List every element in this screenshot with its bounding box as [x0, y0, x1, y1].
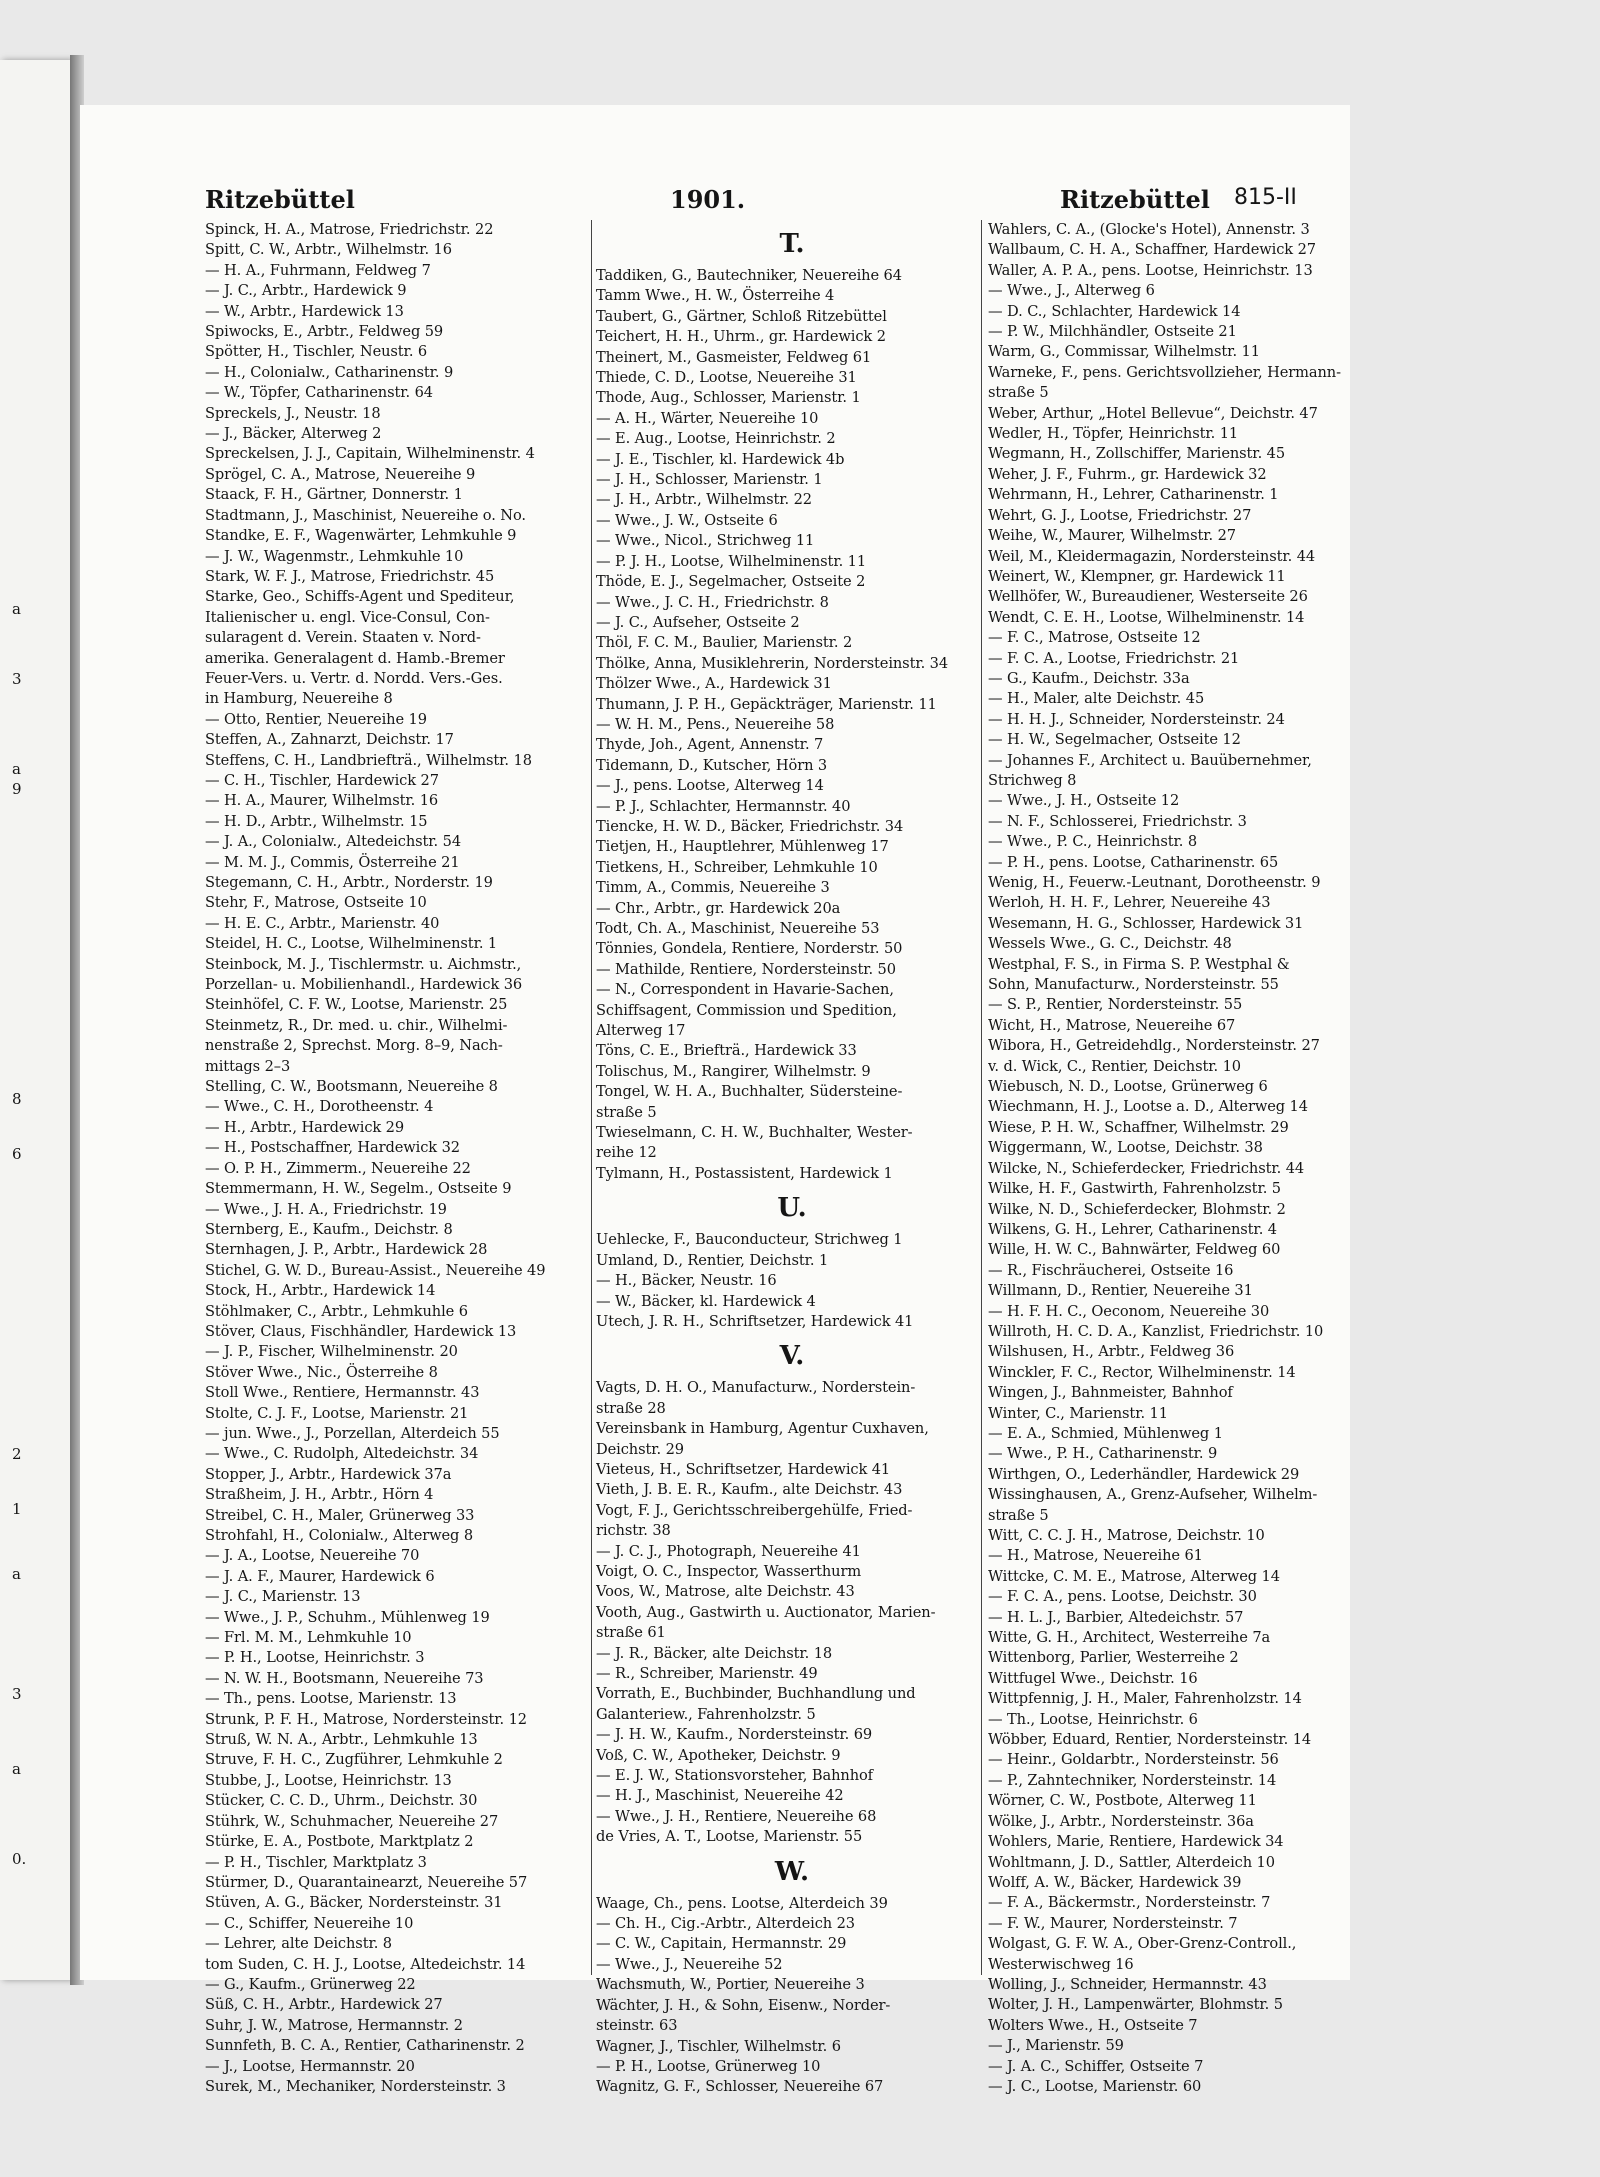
- directory-entry: Vereinsbank in Hamburg, Agentur Cuxhaven,: [596, 1420, 929, 1438]
- directory-entry: — E. A., Schmied, Mühlenweg 1: [988, 1424, 1223, 1442]
- directory-entry: — H. E. C., Arbtr., Marienstr. 40: [205, 914, 440, 932]
- directory-entry: — F. C. A., pens. Lootse, Deichstr. 30: [988, 1588, 1257, 1606]
- left-page-fragment: 3: [12, 1685, 22, 1703]
- directory-entry: Wesemann, H. G., Schlosser, Hardewick 31: [988, 914, 1304, 932]
- directory-entry: Wachsmuth, W., Portier, Neuereihe 3: [596, 1976, 865, 1994]
- directory-entry: — P. W., Milchhändler, Ostseite 21: [988, 323, 1237, 341]
- directory-entry: — C., Schiffer, Neuereihe 10: [205, 1914, 414, 1932]
- directory-entry: Sternberg, E., Kaufm., Deichstr. 8: [205, 1220, 453, 1238]
- directory-entry: — C. H., Tischler, Hardewick 27: [205, 771, 439, 789]
- directory-entry: Sternhagen, J. P., Arbtr., Hardewick 28: [205, 1241, 488, 1259]
- directory-entry: — Wwe., J. H. A., Friedrichstr. 19: [205, 1200, 447, 1218]
- directory-entry: — M. M. J., Commis, Österreihe 21: [205, 853, 460, 871]
- directory-entry: Wolling, J., Schneider, Hermannstr. 43: [988, 1975, 1267, 1993]
- directory-entry: — Wwe., P. H., Catharinenstr. 9: [988, 1445, 1218, 1463]
- directory-entry: — J. A. C., Schiffer, Ostseite 7: [988, 2057, 1204, 2075]
- directory-entry: Sprögel, C. A., Matrose, Neuereihe 9: [205, 465, 476, 483]
- directory-entry: — Otto, Rentier, Neuereihe 19: [205, 710, 427, 728]
- directory-entry: Twieselmann, C. H. W., Buchhalter, Wester-: [596, 1124, 913, 1142]
- directory-entry: Stüven, A. G., Bäcker, Nordersteinstr. 31: [205, 1894, 503, 1912]
- directory-entry: sularagent d. Verein. Staaten v. Nord-: [205, 629, 481, 647]
- directory-entry: Stegemann, C. H., Arbtr., Norderstr. 19: [205, 874, 493, 891]
- page-header: [80, 185, 1350, 217]
- directory-entry: Wiese, P. H. W., Schaffner, Wilhelmstr. 29: [988, 1118, 1289, 1136]
- directory-entry: — F. C., Matrose, Ostseite 12: [988, 629, 1201, 647]
- directory-entry: Stock, H., Arbtr., Hardewick 14: [205, 1282, 436, 1300]
- directory-entry: — W., Bäcker, kl. Hardewick 4: [596, 1292, 816, 1310]
- directory-entry: — N. F., Schlosserei, Friedrichstr. 3: [988, 812, 1247, 830]
- directory-entry: Schiffsagent, Commission und Spedition,: [596, 1001, 897, 1019]
- directory-entry: Vogt, F. J., Gerichtsschreibergehülfe, Fried-: [596, 1501, 913, 1519]
- directory-entry: Willroth, H. C. D. A., Kanzlist, Friedrichstr. 10: [988, 1322, 1324, 1340]
- directory-entry: — H., Maler, alte Deichstr. 45: [988, 690, 1205, 708]
- directory-entry: Wilcke, N., Schieferdecker, Friedrichstr. 44: [988, 1159, 1305, 1177]
- directory-entry: Voos, W., Matrose, alte Deichstr. 43: [596, 1583, 855, 1601]
- directory-entry: Steinbock, M. J., Tischlermstr. u. Aichmstr.,: [205, 955, 522, 973]
- directory-entry: Wolter, J. H., Lampenwärter, Blohmstr. 5: [988, 1996, 1283, 2014]
- directory-entry: Wicht, H., Matrose, Neuereihe 67: [988, 1016, 1236, 1034]
- directory-entry: Staack, F. H., Gärtner, Donnerstr. 1: [205, 486, 463, 504]
- directory-entry: Stührk, W., Schuhmacher, Neuereihe 27: [205, 1812, 499, 1830]
- directory-entry: Wohltmann, J. D., Sattler, Alterdeich 10: [988, 1853, 1275, 1871]
- directory-entry: straße 28: [596, 1399, 666, 1417]
- directory-entry: — Frl. M. M., Lehmkuhle 10: [205, 1629, 412, 1647]
- directory-entry: Steinmetz, R., Dr. med. u. chir., Wilhelmi-: [205, 1016, 508, 1034]
- directory-entry: Stubbe, J., Lootse, Heinrichstr. 13: [205, 1771, 452, 1789]
- directory-entry: tom Suden, C. H. J., Lootse, Altedeichstr. 14: [205, 1955, 526, 1973]
- left-page-fragment: 6: [12, 1145, 22, 1163]
- directory-entry: — Ch. H., Cig.-Arbtr., Alterdeich 23: [596, 1915, 855, 1933]
- directory-entry: — P., Zahntechniker, Nordersteinstr. 14: [988, 1771, 1277, 1789]
- directory-entry: — E. Aug., Lootse, Heinrichstr. 2: [596, 430, 836, 448]
- directory-entry: — R., Fischräucherei, Ostseite 16: [988, 1261, 1234, 1279]
- directory-entry: Stopper, J., Arbtr., Hardewick 37a: [205, 1465, 452, 1483]
- directory-entry: Wiggermann, W., Lootse, Deichstr. 38: [988, 1139, 1263, 1157]
- directory-entry: Warneke, F., pens. Gerichtsvollzieher, Hermann-: [988, 363, 1341, 381]
- directory-entry: Witt, C. C. J. H., Matrose, Deichstr. 10: [988, 1527, 1265, 1544]
- directory-entry: Struß, W. N. A., Arbtr., Lehmkuhle 13: [205, 1731, 478, 1749]
- directory-entry: — H. W., Segelmacher, Ostseite 12: [988, 731, 1241, 749]
- directory-entry: Stelling, C. W., Bootsmann, Neuereihe 8: [205, 1078, 498, 1096]
- directory-entry: Wiechmann, H. J., Lootse a. D., Alterweg 14: [988, 1098, 1308, 1116]
- directory-entry: — J., Lootse, Hermannstr. 20: [205, 2057, 415, 2075]
- left-page-fragment: a: [12, 1760, 21, 1778]
- directory-entry: Stürke, E. A., Postbote, Marktplatz 2: [205, 1833, 474, 1851]
- directory-entry: — Wwe., C. Rudolph, Altedeichstr. 34: [205, 1445, 479, 1463]
- directory-entry: — Th., Lootse, Heinrichstr. 6: [988, 1710, 1198, 1728]
- directory-entry: — J. A., Colonialw., Altedeichstr. 54: [205, 833, 462, 851]
- directory-entry: Wittfugel Wwe., Deichstr. 16: [988, 1669, 1198, 1687]
- directory-entry: Thyde, Joh., Agent, Annenstr. 7: [596, 736, 824, 754]
- directory-entry: Weihe, W., Maurer, Wilhelmstr. 27: [988, 527, 1236, 545]
- directory-entry: Töns, C. E., Briefträ., Hardewick 33: [596, 1042, 857, 1060]
- directory-entry: Struve, F. H. C., Zugführer, Lehmkuhle 2: [205, 1751, 503, 1769]
- directory-entry: Wohlers, Marie, Rentiere, Hardewick 34: [988, 1833, 1284, 1851]
- directory-entry: Stadtmann, J., Maschinist, Neuereihe o. No.: [205, 506, 526, 524]
- directory-entry: Steidel, H. C., Lootse, Wilhelminenstr. 1: [205, 935, 498, 953]
- directory-entry: Teichert, H. H., Uhrm., gr. Hardewick 2: [596, 328, 886, 346]
- directory-entry: — Wwe., P. C., Heinrichstr. 8: [988, 833, 1198, 851]
- directory-entry: Utech, J. R. H., Schriftsetzer, Hardewick 41: [596, 1312, 914, 1330]
- directory-entry: — Johannes F., Architect u. Bauübernehmer,: [988, 751, 1312, 769]
- directory-entry: — H., Arbtr., Hardewick 29: [205, 1118, 405, 1136]
- directory-entry: — Wwe., J. P., Schuhm., Mühlenweg 19: [205, 1608, 490, 1626]
- directory-entry: Steffen, A., Zahnarzt, Deichstr. 17: [205, 731, 454, 749]
- directory-entry: — Wwe., J. H., Ostseite 12: [988, 792, 1180, 810]
- directory-entry: Westphal, F. S., in Firma S. P. Westphal &: [988, 955, 1290, 973]
- directory-entry: — J. C., Lootse, Marienstr. 60: [988, 2077, 1202, 2095]
- directory-entry: Starke, Geo., Schiffs-Agent und Spediteur,: [205, 588, 515, 606]
- directory-entry: Westerwischweg 16: [988, 1955, 1134, 1973]
- directory-column-1: [205, 220, 597, 2097]
- directory-entry: Werloh, H. H. F., Lehrer, Neuereihe 43: [988, 894, 1271, 912]
- directory-entry: — N. W. H., Bootsmann, Neuereihe 73: [205, 1669, 484, 1687]
- directory-entry: Feuer-Vers. u. Vertr. d. Nordd. Vers.-Ges.: [205, 669, 503, 687]
- directory-entry: Umland, D., Rentier, Deichstr. 1: [596, 1251, 829, 1269]
- directory-entry: Wiebusch, N. D., Lootse, Grünerweg 6: [988, 1078, 1268, 1096]
- directory-entry: — A. H., Wärter, Neuereihe 10: [596, 409, 819, 427]
- section-letter: W.: [774, 1856, 810, 1887]
- directory-entry: Strohfahl, H., Colonialw., Alterweg 8: [205, 1527, 474, 1544]
- directory-entry: Tamm Wwe., H. W., Österreihe 4: [596, 287, 835, 305]
- directory-entry: — jun. Wwe., J., Porzellan, Alterdeich 55: [205, 1424, 500, 1442]
- directory-entry: — W. H. M., Pens., Neuereihe 58: [596, 715, 835, 733]
- directory-entry: Italienischer u. engl. Vice-Consul, Con-: [205, 608, 490, 626]
- directory-entry: Stemmermann, H. W., Segelm., Ostseite 9: [205, 1180, 512, 1198]
- directory-entry: Vieth, J. B. E. R., Kaufm., alte Deichstr. 43: [596, 1481, 903, 1499]
- directory-entry: Stöhlmaker, C., Arbtr., Lehmkuhle 6: [205, 1302, 468, 1320]
- directory-entry: steinstr. 63: [596, 2017, 678, 2035]
- directory-entry: Tiencke, H. W. D., Bäcker, Friedrichstr. 34: [596, 817, 904, 835]
- left-page-fragment: 0.: [12, 1850, 27, 1868]
- left-page-fragment: 8: [12, 1090, 22, 1108]
- directory-entry: — G., Kaufm., Grünerweg 22: [205, 1975, 416, 1993]
- directory-entry: — H. H. J., Schneider, Nordersteinstr. 24: [988, 710, 1285, 728]
- directory-entry: — P. J. H., Lootse, Wilhelminenstr. 11: [596, 552, 867, 570]
- header-right-title: Ritzebüttel: [1060, 185, 1210, 214]
- directory-entry: Tietkens, H., Schreiber, Lehmkuhle 10: [596, 858, 878, 876]
- directory-entry: Wolgast, G. F. W. A., Ober-Grenz-Controll.,: [988, 1935, 1297, 1953]
- page-number: 815-II: [1234, 185, 1297, 210]
- directory-entry: Deichstr. 29: [596, 1440, 684, 1458]
- directory-entry: Thölzer Wwe., A., Hardewick 31: [596, 675, 832, 693]
- directory-entry: — J. H. W., Kaufm., Nordersteinstr. 69: [596, 1726, 873, 1744]
- directory-entry: Witte, G. H., Architect, Westerreihe 7a: [988, 1629, 1271, 1647]
- directory-entry: Taddiken, G., Bautechniker, Neuereihe 64: [596, 267, 902, 284]
- directory-entry: Waller, A. P. A., pens. Lootse, Heinrichstr. 13: [988, 261, 1313, 279]
- directory-entry: Süß, C. H., Arbtr., Hardewick 27: [205, 1996, 443, 2014]
- left-page-edge: [0, 60, 72, 1980]
- directory-entry: Wegmann, H., Zollschiffer, Marienstr. 45: [988, 445, 1286, 463]
- directory-entry: Weil, M., Kleidermagazin, Nordersteinstr. 44: [988, 547, 1316, 565]
- directory-entry: — H. A., Fuhrmann, Feldweg 7: [205, 261, 431, 279]
- directory-entry: Thöde, E. J., Segelmacher, Ostseite 2: [596, 573, 866, 591]
- directory-entry: — J., Marienstr. 59: [988, 2037, 1124, 2055]
- directory-entry: Warm, G., Commissar, Wilhelmstr. 11: [988, 343, 1260, 361]
- directory-entry: — Wwe., J., Neuereihe 52: [596, 1955, 783, 1973]
- directory-entry: — S. P., Rentier, Nordersteinstr. 55: [988, 996, 1243, 1014]
- directory-entry: Tietjen, H., Hauptlehrer, Mühlenweg 17: [596, 838, 889, 856]
- directory-entry: — N., Correspondent in Havarie-Sachen,: [596, 981, 894, 999]
- directory-entry: — H., Postschaffner, Hardewick 32: [205, 1139, 460, 1157]
- directory-column-3: [988, 220, 1380, 2097]
- directory-entry: Wissinghausen, A., Grenz-Aufseher, Wilhelm-: [988, 1486, 1318, 1504]
- directory-entry: — Heinr., Goldarbtr., Nordersteinstr. 56: [988, 1751, 1279, 1769]
- directory-entry: — E. J. W., Stationsvorsteher, Bahnhof: [596, 1767, 873, 1785]
- directory-entry: — H. J., Maschinist, Neuereihe 42: [596, 1787, 844, 1805]
- directory-entry: Willmann, D., Rentier, Neuereihe 31: [988, 1282, 1253, 1300]
- directory-entry: — F. C. A., Lootse, Friedrichstr. 21: [988, 649, 1240, 667]
- left-page-fragment: a: [12, 600, 21, 618]
- directory-entry: Thöl, F. C. M., Baulier, Marienstr. 2: [596, 634, 853, 652]
- directory-entry: Tolischus, M., Rangirer, Wilhelmstr. 9: [596, 1062, 871, 1080]
- directory-entry: Wingen, J., Bahnmeister, Bahnhof: [988, 1384, 1233, 1402]
- directory-entry: — Wwe., C. H., Dorotheenstr. 4: [205, 1098, 434, 1116]
- directory-entry: Spötter, H., Tischler, Neustr. 6: [205, 343, 428, 361]
- directory-entry: — J. R., Bäcker, alte Deichstr. 18: [596, 1644, 833, 1662]
- directory-entry: Stolte, C. J. F., Lootse, Marienstr. 21: [205, 1404, 469, 1422]
- left-page-fragment: a: [12, 760, 21, 778]
- directory-entry: Winter, C., Marienstr. 11: [988, 1404, 1168, 1422]
- directory-entry: Stoll Wwe., Rentiere, Hermannstr. 43: [205, 1384, 480, 1402]
- directory-entry: — J. P., Fischer, Wilhelminenstr. 20: [205, 1343, 458, 1361]
- directory-entry: Wittpfennig, J. H., Maler, Fahrenholzstr. 14: [988, 1690, 1302, 1708]
- directory-entry: Wittcke, C. M. E., Matrose, Alterweg 14: [988, 1567, 1280, 1585]
- directory-entry: mittags 2–3: [205, 1057, 291, 1075]
- directory-entry: — D. C., Schlachter, Hardewick 14: [988, 302, 1241, 320]
- directory-entry: — Wwe., J. W., Ostseite 6: [596, 511, 778, 529]
- directory-entry: Tylmann, H., Postassistent, Hardewick 1: [596, 1164, 893, 1182]
- directory-entry: Stücker, C. C. D., Uhrm., Deichstr. 30: [205, 1792, 478, 1810]
- left-page-fragment: 9: [12, 780, 22, 798]
- directory-entry: — F. A., Bäckermstr., Nordersteinstr. 7: [988, 1894, 1271, 1912]
- directory-entry: Galanteriew., Fahrenholzstr. 5: [596, 1705, 816, 1723]
- directory-entry: — G., Kaufm., Deichstr. 33a: [988, 669, 1190, 687]
- left-page-fragment: 1: [12, 1500, 22, 1518]
- directory-entry: — C. W., Capitain, Hermannstr. 29: [596, 1935, 847, 1953]
- directory-entry: reihe 12: [596, 1144, 657, 1162]
- directory-entry: — J. C., Arbtr., Hardewick 9: [205, 282, 407, 300]
- directory-entry: Theinert, M., Gasmeister, Feldweg 61: [596, 348, 872, 366]
- directory-entry: Spinck, H. A., Matrose, Friedrichstr. 22: [205, 221, 494, 238]
- directory-entry: Spiwocks, E., Arbtr., Feldweg 59: [205, 323, 444, 341]
- left-page-fragment: a: [12, 1565, 21, 1583]
- directory-entry: Wahlers, C. A., (Glocke's Hotel), Annenstr. 3: [988, 221, 1310, 238]
- directory-entry: amerika. Generalagent d. Hamb.-Bremer: [205, 649, 505, 667]
- directory-entry: Wilkens, G. H., Lehrer, Catharinenstr. 4: [988, 1220, 1277, 1238]
- directory-entry: — H. F. H. C., Oeconom, Neuereihe 30: [988, 1302, 1270, 1320]
- directory-entry: Waage, Ch., pens. Lootse, Alterdeich 39: [596, 1894, 888, 1912]
- directory-entry: Wölke, J., Arbtr., Nordersteinstr. 36a: [988, 1812, 1254, 1830]
- directory-entry: Wolters Wwe., H., Ostseite 7: [988, 2016, 1198, 2034]
- directory-entry: Spreckels, J., Neustr. 18: [205, 404, 381, 422]
- directory-entry: Surek, M., Mechaniker, Nordersteinstr. 3: [205, 2077, 506, 2095]
- directory-entry: Wächter, J. H., & Sohn, Eisenw., Norder-: [596, 1996, 891, 2014]
- directory-entry: Stark, W. F. J., Matrose, Friedrichstr. 45: [205, 567, 495, 585]
- directory-entry: — P. J., Schlachter, Hermannstr. 40: [596, 797, 851, 815]
- directory-entry: Strichweg 8: [988, 771, 1077, 789]
- directory-entry: Wagner, J., Tischler, Wilhelmstr. 6: [596, 2037, 841, 2055]
- directory-entry: — H., Bäcker, Neustr. 16: [596, 1272, 777, 1290]
- directory-entry: Steffens, C. H., Landbriefträ., Wilhelmstr. 18: [205, 751, 532, 769]
- directory-entry: Strunk, P. F. H., Matrose, Nordersteinstr. 12: [205, 1710, 527, 1728]
- directory-entry: Voß, C. W., Apotheker, Deichstr. 9: [596, 1746, 841, 1764]
- directory-entry: — O. P. H., Zimmerm., Neuereihe 22: [205, 1159, 471, 1177]
- directory-entry: Winckler, F. C., Rector, Wilhelminenstr. 14: [988, 1363, 1296, 1381]
- directory-entry: — J. C. J., Photograph, Neuereihe 41: [596, 1542, 861, 1560]
- directory-entry: Vooth, Aug., Gastwirth u. Auctionator, Marien-: [596, 1603, 936, 1621]
- directory-entry: — Mathilde, Rentiere, Nordersteinstr. 50: [596, 960, 896, 978]
- directory-entry: Standke, E. F., Wagenwärter, Lehmkuhle 9: [205, 527, 517, 545]
- directory-entry: — Wwe., J. H., Rentiere, Neuereihe 68: [596, 1807, 877, 1825]
- section-letter: T.: [779, 229, 805, 259]
- directory-entry: straße 5: [988, 384, 1049, 402]
- directory-entry: — P. H., Lootse, Grünerweg 10: [596, 2057, 821, 2075]
- directory-entry: — H., Colonialw., Catharinenstr. 9: [205, 363, 454, 381]
- directory-entry: v. d. Wick, C., Rentier, Deichstr. 10: [988, 1057, 1241, 1075]
- directory-entry: straße 61: [596, 1624, 666, 1642]
- directory-entry: straße 5: [988, 1506, 1049, 1524]
- directory-entry: Wibora, H., Getreidehdlg., Nordersteinstr. 27: [988, 1037, 1320, 1055]
- directory-entry: — Wwe., J. C. H., Friedrichstr. 8: [596, 593, 829, 611]
- document-page: [80, 105, 1350, 2096]
- section-letter: V.: [779, 1341, 805, 1372]
- left-page-fragment: 3: [12, 670, 22, 688]
- directory-entry: Wenig, H., Feuerw.-Leutnant, Dorotheenstr. 9: [988, 874, 1321, 891]
- directory-entry: Wilke, N. D., Schieferdecker, Blohmstr. 2: [988, 1200, 1286, 1218]
- directory-entry: Wittenborg, Parlier, Westerreihe 2: [988, 1649, 1239, 1667]
- directory-entry: richstr. 38: [596, 1522, 671, 1540]
- directory-entry: Wilshusen, H., Arbtr., Feldweg 36: [988, 1343, 1235, 1361]
- directory-entry: — J. A. F., Maurer, Hardewick 6: [205, 1567, 435, 1585]
- directory-entry: — W., Töpfer, Catharinenstr. 64: [205, 384, 433, 402]
- directory-entry: Stürmer, D., Quarantainearzt, Neuereihe 57: [205, 1873, 528, 1891]
- directory-entry: — W., Arbtr., Hardewick 13: [205, 302, 404, 320]
- directory-entry: nenstraße 2, Sprechst. Morg. 8–9, Nach-: [205, 1037, 503, 1055]
- directory-entry: Stöver Wwe., Nic., Österreihe 8: [205, 1363, 438, 1381]
- directory-entry: Thumann, J. P. H., Gepäckträger, Marienstr. 11: [596, 695, 937, 713]
- directory-entry: Stöver, Claus, Fischhändler, Hardewick 13: [205, 1322, 517, 1340]
- directory-entry: Spreckelsen, J. J., Capitain, Wilhelminenstr. 4: [205, 445, 535, 463]
- directory-entry: Sohn, Manufacturw., Nordersteinstr. 55: [988, 976, 1279, 994]
- header-year: 1901.: [670, 185, 746, 214]
- directory-entry: Wehrmann, H., Lehrer, Catharinenstr. 1: [988, 486, 1279, 504]
- directory-entry: Stehr, F., Matrose, Ostseite 10: [205, 894, 427, 912]
- directory-entry: Wirthgen, O., Lederhändler, Hardewick 29: [988, 1465, 1300, 1483]
- directory-entry: — P. H., pens. Lootse, Catharinenstr. 65: [988, 853, 1279, 871]
- directory-entry: — J. W., Wagenmstr., Lehmkuhle 10: [205, 547, 464, 565]
- directory-entry: Thode, Aug., Schlosser, Marienstr. 1: [596, 389, 861, 407]
- directory-entry: — J., pens. Lootse, Alterweg 14: [596, 777, 824, 795]
- directory-entry: — J. A., Lootse, Neuereihe 70: [205, 1547, 420, 1565]
- directory-entry: Thiede, C. D., Lootse, Neuereihe 31: [596, 369, 857, 387]
- directory-entry: Spitt, C. W., Arbtr., Wilhelmstr. 16: [205, 241, 452, 259]
- directory-entry: Wörner, C. W., Postbote, Alterweg 11: [988, 1792, 1257, 1810]
- directory-entry: Wolff, A. W., Bäcker, Hardewick 39: [988, 1873, 1242, 1891]
- directory-entry: — P. H., Tischler, Marktplatz 3: [205, 1853, 427, 1871]
- directory-entry: — Wwe., J., Alterweg 6: [988, 282, 1155, 300]
- directory-entry: Taubert, G., Gärtner, Schloß Ritzebüttel: [596, 307, 887, 325]
- directory-entry: — P. H., Lootse, Heinrichstr. 3: [205, 1649, 425, 1667]
- directory-entry: Timm, A., Commis, Neuereihe 3: [596, 879, 830, 897]
- directory-entry: — J., Bäcker, Alterweg 2: [205, 425, 382, 443]
- directory-entry: — Chr., Arbtr., gr. Hardewick 20a: [596, 899, 841, 917]
- directory-entry: Wehrt, G. J., Lootse, Friedrichstr. 27: [988, 506, 1252, 524]
- directory-entry: Vorrath, E., Buchbinder, Buchhandlung und: [596, 1685, 916, 1703]
- directory-entry: straße 5: [596, 1103, 657, 1121]
- directory-entry: Weher, J. F., Fuhrm., gr. Hardewick 32: [988, 465, 1267, 483]
- directory-entry: Wallbaum, C. H. A., Schaffner, Hardewick 27: [988, 241, 1316, 259]
- header-left-title: Ritzebüttel: [205, 185, 355, 214]
- directory-entry: — Wwe., Nicol., Strichweg 11: [596, 532, 815, 550]
- directory-entry: — J. E., Tischler, kl. Hardewick 4b: [596, 450, 845, 468]
- directory-entry: Streibel, C. H., Maler, Grünerweg 33: [205, 1506, 475, 1524]
- directory-entry: Wagnitz, G. F., Schlosser, Neuereihe 67: [596, 2078, 884, 2096]
- directory-entry: in Hamburg, Neuereihe 8: [205, 690, 393, 708]
- directory-entry: Wellhöfer, W., Bureaudiener, Westerseite 26: [988, 588, 1308, 606]
- directory-entry: Wedler, H., Töpfer, Heinrichstr. 11: [988, 425, 1239, 443]
- directory-entry: Tongel, W. H. A., Buchhalter, Südersteine-: [596, 1083, 903, 1101]
- directory-entry: Porzellan- u. Mobilienhandl., Hardewick 36: [205, 976, 523, 994]
- directory-entry: Uehlecke, F., Bauconducteur, Strichweg 1: [596, 1231, 903, 1249]
- directory-entry: Wessels Wwe., G. C., Deichstr. 48: [988, 935, 1232, 953]
- directory-entry: Todt, Ch. A., Maschinist, Neuereihe 53: [596, 920, 880, 937]
- directory-entry: — H. L. J., Barbier, Altedeichstr. 57: [988, 1608, 1244, 1626]
- directory-entry: Weber, Arthur, „Hotel Bellevue“, Deichstr. 47: [988, 404, 1318, 422]
- directory-entry: — J. C., Aufseher, Ostseite 2: [596, 613, 800, 631]
- directory-entry: — H. A., Maurer, Wilhelmstr. 16: [205, 792, 439, 810]
- directory-entry: Suhr, J. W., Matrose, Hermannstr. 2: [205, 2016, 463, 2034]
- directory-entry: — Th., pens. Lootse, Marienstr. 13: [205, 1690, 457, 1708]
- directory-entry: Alterweg 17: [596, 1022, 686, 1040]
- directory-entry: — R., Schreiber, Marienstr. 49: [596, 1665, 818, 1682]
- directory-entry: Wöbber, Eduard, Rentier, Nordersteinstr. 14: [988, 1731, 1312, 1749]
- directory-entry: — H. D., Arbtr., Wilhelmstr. 15: [205, 812, 428, 830]
- directory-column-2: [596, 220, 988, 2098]
- directory-entry: Tidemann, D., Kutscher, Hörn 3: [596, 756, 828, 774]
- directory-entry: — F. W., Maurer, Nordersteinstr. 7: [988, 1914, 1238, 1932]
- directory-entry: Voigt, O. C., Inspector, Wasserthurm: [596, 1562, 862, 1580]
- directory-entry: Wille, H. W. C., Bahnwärter, Feldweg 60: [988, 1241, 1281, 1259]
- directory-entry: Stichel, G. W. D., Bureau-Assist., Neuereihe 49: [205, 1261, 546, 1279]
- directory-entry: Thölke, Anna, Musiklehrerin, Nordersteinstr. 34: [596, 654, 949, 672]
- section-letter: U.: [777, 1193, 807, 1224]
- directory-entry: Tönnies, Gondela, Rentiere, Norderstr. 50: [596, 940, 903, 958]
- directory-entry: Sunnfeth, B. C. A., Rentier, Catharinenstr. 2: [205, 2037, 525, 2055]
- left-page-fragment: 2: [12, 1445, 22, 1463]
- directory-entry: Weinert, W., Klempner, gr. Hardewick 11: [988, 567, 1286, 585]
- directory-entry: Vieteus, H., Schriftsetzer, Hardewick 41: [596, 1460, 891, 1478]
- directory-entry: — J. C., Marienstr. 13: [205, 1588, 361, 1606]
- directory-entry: Wendt, C. E. H., Lootse, Wilhelminenstr. 14: [988, 608, 1305, 626]
- directory-entry: Steinhöfel, C. F. W., Lootse, Marienstr. 25: [205, 996, 508, 1014]
- directory-entry: Straßheim, J. H., Arbtr., Hörn 4: [205, 1486, 434, 1504]
- directory-entry: Wilke, H. F., Gastwirth, Fahrenholzstr. 5: [988, 1180, 1281, 1198]
- directory-entry: Vagts, D. H. O., Manufacturw., Norderstein-: [596, 1379, 916, 1397]
- directory-entry: — J. H., Arbtr., Wilhelmstr. 22: [596, 491, 812, 509]
- directory-entry: — H., Matrose, Neuereihe 61: [988, 1547, 1203, 1565]
- directory-entry: de Vries, A. T., Lootse, Marienstr. 55: [596, 1828, 863, 1846]
- directory-entry: — Lehrer, alte Deichstr. 8: [205, 1935, 392, 1953]
- directory-entry: — J. H., Schlosser, Marienstr. 1: [596, 471, 823, 489]
